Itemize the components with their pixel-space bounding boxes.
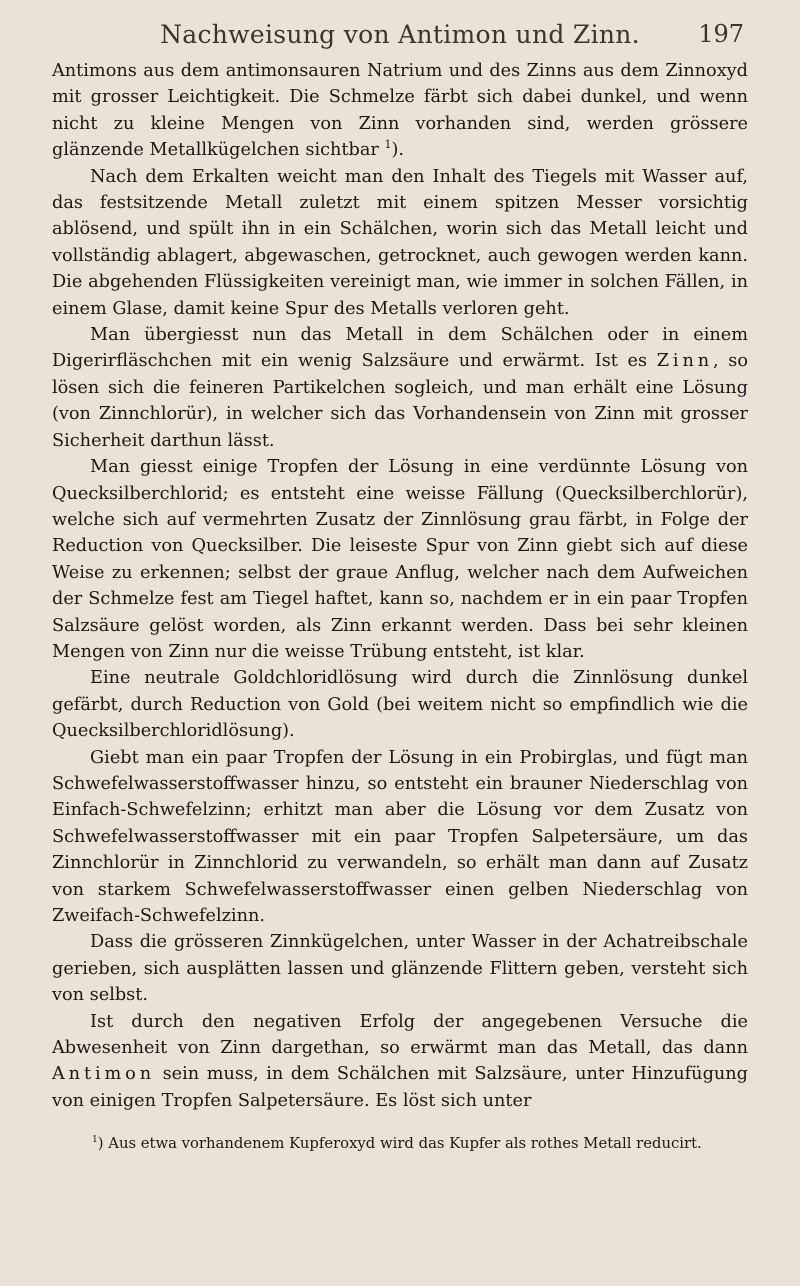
paragraph-7: Dass die grösseren Zinnkügelchen, unter Wasser in der Achatreibschale gerieben, sich ausplätten lassen und glänzende Flittern geben, versteht sich von selbst.	[52, 932, 748, 1006]
paragraph-2: Nach dem Erkalten weicht man den Inhalt des Tiegels mit Wasser auf, das festsitzende Metall zuletzt mit einem spitzen Messer vorsichtig ablösend, und spült ihn in ein Schälchen, worin sich das Metall leicht und vollständig ablagert, abgewaschen, getrocknet, auch gewogen werden kann. Die abgehenden Flüssigkeiten vereinigt man, wie immer in solchen Fällen, in einem Glase, damit keine Spur des Metalls verloren geht.	[52, 166, 748, 319]
paragraph-3-text-start: Man übergiesst nun das Metall in dem Schälchen oder in einem Digerirfläschchen mit ein wenig Salzsäure und erwärmt. Ist es	[52, 325, 748, 372]
paragraph-1-text: Antimons aus dem antimonsauren Natrium und des Zinns aus dem Zinnoxyd mit grosser Leichtigkeit. Die Schmelze färbt sich dabei dunkel, und wenn nicht zu kleine Mengen von Zinn vorhanden sind, werden grössere glänzende Metallkügelchen sichtbar	[52, 61, 748, 161]
footnote	[52, 1134, 748, 1154]
page-number: 197	[698, 20, 744, 48]
paragraph-3-text-end: , so lösen sich die feineren Partikelchen sogleich, und man erhält eine Lösung (von Zinnchlorür), in welcher sich das Vorhandensein von Zinn mit grosser Sicherheit darthun lässt.	[52, 351, 749, 451]
paragraph-3	[52, 322, 748, 454]
emphasis-antimon: Antimon	[52, 1064, 155, 1085]
paragraph-6: Giebt man ein paar Tropfen der Lösung in ein Probirglas, und fügt man Schwefelwasserstoffwasser hinzu, so entsteht ein brauner Niederschlag von Einfach-Schwefelzinn; erhitzt man aber die Lösung vor dem Zusatz von Schwefelwasserstoffwasser mit ein paar Tropfen Salpetersäure, um das Zinnchlorür in Zinnchlorid zu verwandeln, so erhält man dann auf Zusatz von starkem Schwefelwasserstoffwasser einen gelben Niederschlag von Zweifach-Schwefelzinn.	[52, 747, 748, 926]
emphasis-zinn: Zinn	[656, 351, 714, 372]
footnote-separator	[52, 1114, 748, 1134]
footnote-text: ) Aus etwa vorhandenem Kupferoxyd wird das Kupfer als rothes Metall reducirt.	[97, 1135, 702, 1153]
footnote-reference: 1	[384, 138, 392, 152]
paragraph-1	[52, 58, 748, 164]
paragraph-8-text-start: Ist durch den negativen Erfolg der angegebenen Versuche die Abwesenheit von Zinn dargethan, so erwärmt man das Metall, das dann	[52, 1011, 748, 1059]
body-text	[52, 58, 748, 1114]
paragraph-5: Eine neutrale Goldchloridlösung wird durch die Zinnlösung dunkel gefärbt, durch Reduction von Gold (bei weitem nicht so empfindlich wie die Quecksilberchloridlösung).	[52, 668, 748, 742]
running-title: Nachweisung von Antimon und Zinn.	[160, 20, 640, 49]
paragraph-8	[52, 1009, 748, 1115]
running-head	[52, 0, 748, 58]
paragraph-4: Man giesst einige Tropfen der Lösung in eine verdünnte Lösung von Quecksilberchlorid; es entsteht eine weisse Fällung (Quecksilberchlorür), welche sich auf vermehrten Zusatz der Zinnlösung grau färbt, in Folge der Reduction von Quecksilber. Die leiseste Spur von Zinn giebt sich auf diese Weise zu erkennen; selbst der graue Anflug, welcher nach dem Aufweichen der Schmelze fest am Tiegel haftet, kann so, nachdem er in ein paar Tropfen Salzsäure gelöst worden, als Zinn erkannt werden. Dass bei sehr kleinen Mengen von Zinn nur die weisse Trübung entsteht, ist klar.	[52, 457, 748, 662]
footnote-reference-close: ).	[391, 140, 404, 161]
paragraph-8-text-end: sein muss, in dem Schälchen mit Salzsäure, unter Hinzufügung von einigen Tropfen Salpetersäure. Es löst sich unter	[52, 1064, 748, 1111]
footnote-marker: 1	[91, 1134, 98, 1146]
